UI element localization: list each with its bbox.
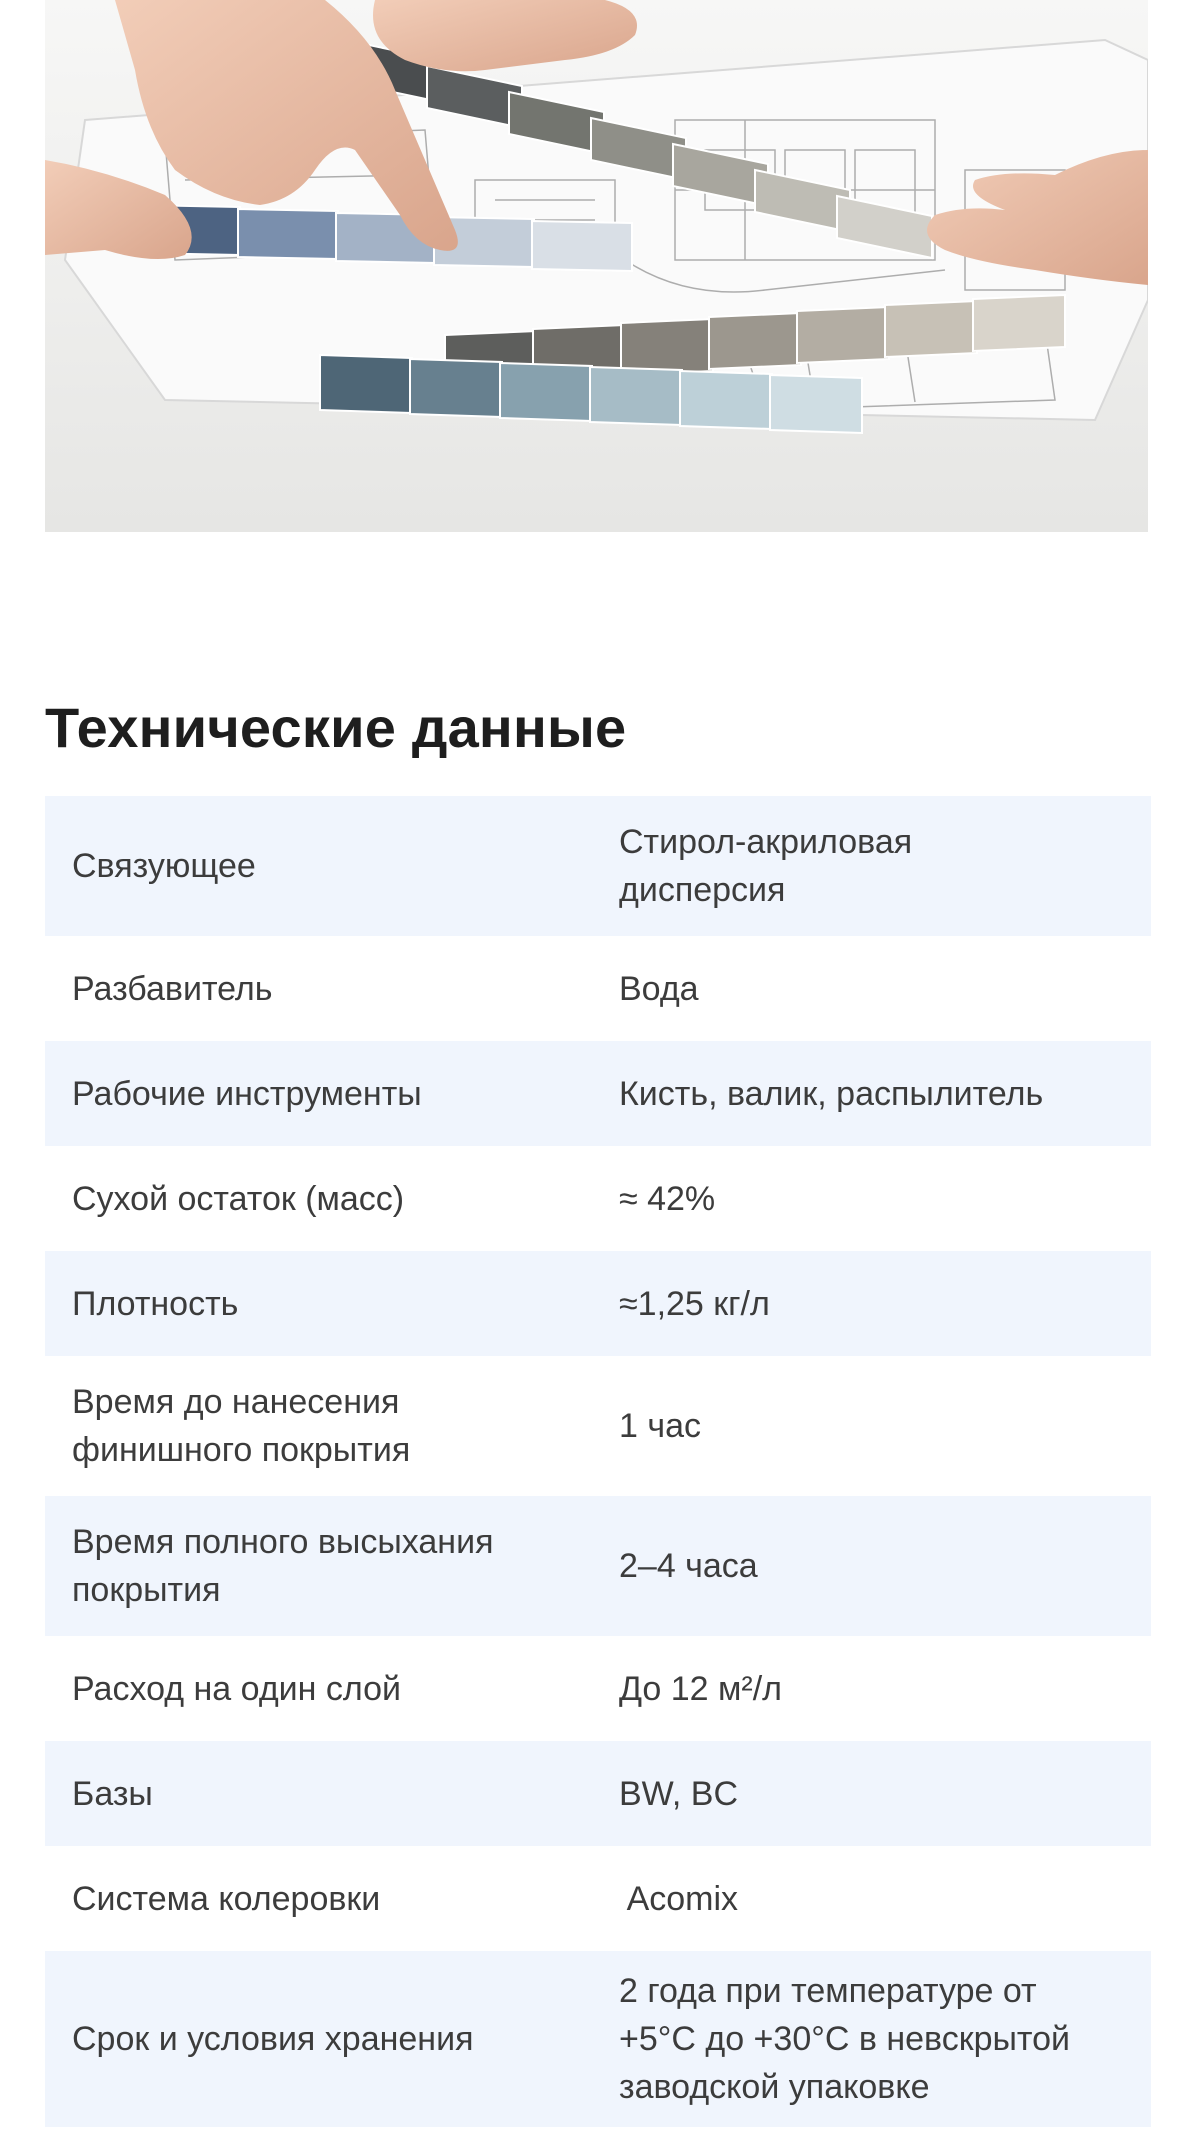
table-row	[45, 1951, 1151, 2127]
color-swatch	[680, 371, 772, 429]
color-swatch	[410, 359, 502, 417]
spec-label: Разбавитель	[72, 969, 273, 1008]
spec-value: До 12 м²/л	[619, 1669, 783, 1708]
table-row	[45, 1041, 1151, 1146]
color-swatch	[320, 355, 412, 413]
spec-value: Вода	[619, 969, 699, 1008]
table-row	[45, 1356, 1151, 1496]
paint-swatches-photo-icon	[45, 0, 1148, 532]
color-swatch	[590, 367, 682, 425]
spec-value: 1 час	[619, 1407, 701, 1445]
table-row	[45, 1846, 1151, 1951]
spec-value: Стирол-акриловая дисперсия	[619, 823, 913, 909]
spec-value: ≈ 42%	[619, 1179, 716, 1218]
table-row	[45, 1741, 1151, 1846]
spec-label: Сухой остаток (масс)	[72, 1179, 405, 1218]
section-title: Технические данные	[45, 696, 627, 759]
spec-label: Расход на один слой	[72, 1669, 401, 1708]
hero-image	[45, 0, 1148, 532]
table-row	[45, 1146, 1151, 1251]
color-swatch	[532, 221, 632, 271]
spec-value: BW, BC	[619, 1774, 739, 1813]
spec-label: Рабочие инструменты	[72, 1074, 422, 1113]
table-row	[45, 1251, 1151, 1356]
spec-value: 2 года при температуре от +5°С до +30°С в невскрытой заводской упаковке	[619, 1972, 1071, 2106]
color-swatch	[797, 307, 889, 363]
color-swatch	[621, 319, 713, 375]
spec-value: Кисть, валик, распылитель	[619, 1074, 1044, 1113]
spec-label: Время полного высыхания покрытия	[72, 1523, 494, 1609]
technical-data-table	[45, 796, 1151, 2127]
color-swatch	[238, 209, 338, 259]
color-swatch	[973, 295, 1065, 351]
color-swatch	[709, 313, 801, 369]
spec-label: Время до нанесения финишного покрытия	[72, 1383, 411, 1469]
color-swatch	[770, 375, 862, 433]
spec-value: 2–4 часа	[619, 1547, 758, 1585]
color-swatch	[500, 363, 592, 421]
table-row	[45, 1496, 1151, 1636]
color-swatch	[885, 301, 977, 357]
table-row	[45, 936, 1151, 1041]
spec-label: Система колеровки	[72, 1879, 381, 1918]
table-row	[45, 1636, 1151, 1741]
spec-value: Acomix	[619, 1879, 739, 1918]
table-row	[45, 796, 1151, 936]
spec-value: ≈1,25 кг/л	[619, 1284, 770, 1323]
spec-label: Плотность	[72, 1284, 239, 1323]
spec-label: Базы	[72, 1774, 153, 1813]
spec-label: Срок и условия хранения	[72, 2020, 474, 2058]
spec-label: Связующее	[72, 847, 256, 885]
